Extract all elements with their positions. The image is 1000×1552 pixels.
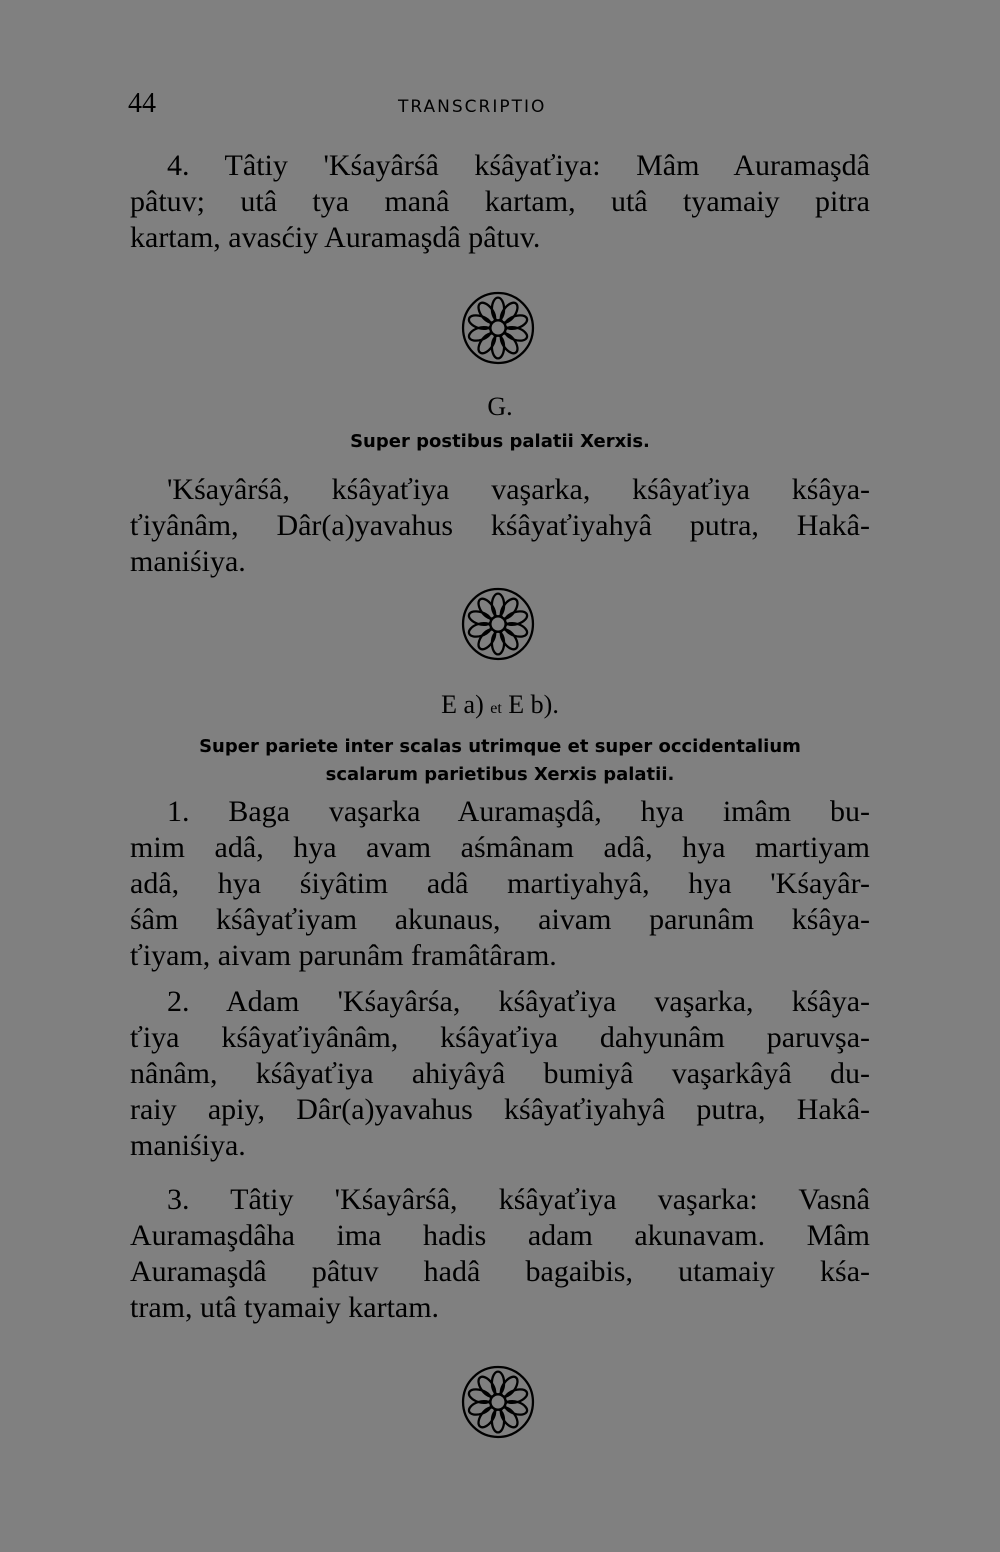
text-line: nânâm, kśâyaťiya ahiyâyâ bumiyâ vaşarkâyâ du- — [130, 1057, 870, 1090]
text-line: ťiya kśâyaťiyânâm, kśâyaťiya dahyunâm paruvşa- — [130, 1021, 870, 1054]
text-line: 4. Tâtiy 'Kśayârśâ kśâyaťiya: Mâm Auramaşdâ — [167, 149, 870, 182]
text-line: 2. Adam 'Kśayârśa, kśâyaťiya vaşarka, kśâya- — [167, 985, 870, 1018]
text-line: śâm kśâyaťiyam akunaus, aivam parunâm kśâya- — [130, 903, 870, 936]
section-label-e — [0, 690, 1000, 720]
text-line: maniśiya. — [130, 545, 246, 578]
text-line: maniśiya. — [130, 1129, 246, 1162]
rosette-ornament-icon — [460, 586, 536, 662]
paragraph-4 — [130, 148, 870, 256]
text-line: ťiyam, aivam parunâm framâtâram. — [130, 939, 557, 972]
section-e-paragraph-2 — [130, 984, 870, 1164]
text-line: ťiyânâm, Dâr(a)yavahus kśâyaťiyahyâ putra, Hakâ- — [130, 509, 870, 542]
text-line: raiy apiy, Dâr(a)yavahus kśâyaťiyahyâ putra, Hakâ- — [130, 1093, 870, 1126]
section-g-text — [130, 472, 870, 580]
section-caption-g: Super postibus palatii Xerxis. — [350, 431, 650, 452]
text-line: 'Kśayârśâ, kśâyaťiya vaşarka, kśâyaťiya kśâya- — [167, 473, 870, 506]
caption-line: scalarum parietibus Xerxis palatii. — [325, 764, 675, 785]
section-e-paragraph-3 — [130, 1182, 870, 1326]
text-line: adâ, hya śiyâtim adâ martiyahyâ, hya 'Kśayâr- — [130, 867, 870, 900]
section-label-g: G. — [487, 392, 513, 421]
rosette-ornament-icon — [460, 290, 536, 366]
text-line: Auramaşdâ pâtuv hadâ bagaibis, utamaiy kśa- — [130, 1255, 870, 1288]
section-caption-e — [0, 733, 1000, 789]
text-line: tram, utâ tyamaiy kartam. — [130, 1291, 440, 1324]
section-e-paragraph-1 — [130, 794, 870, 974]
text-line: 1. Baga vaşarka Auramaşdâ, hya imâm bu- — [167, 795, 870, 828]
text-line: kartam, avasćiy Auramaşdâ pâtuv. — [130, 221, 541, 254]
section-label-eb: E b). — [508, 690, 559, 719]
page-number: 44 — [128, 88, 156, 119]
text-line: mim adâ, hya avam aśmânam adâ, hya martiyam — [130, 831, 870, 864]
section-label-ea: E a) — [441, 690, 484, 719]
caption-line: Super pariete inter scalas utrimque et super occidentalium — [199, 736, 801, 757]
text-line: 3. Tâtiy 'Kśayârśâ, kśâyaťiya vaşarka: Vasnâ — [167, 1183, 870, 1216]
running-title: TRANSCRIPTIO — [398, 97, 547, 117]
section-label-et: et — [490, 700, 502, 717]
rosette-ornament-icon — [460, 1364, 536, 1440]
text-line: pâtuv; utâ tya manâ kartam, utâ tyamaiy pitra — [130, 185, 870, 218]
text-line: Auramaşdâha ima hadis adam akunavam. Mâm — [130, 1219, 870, 1252]
